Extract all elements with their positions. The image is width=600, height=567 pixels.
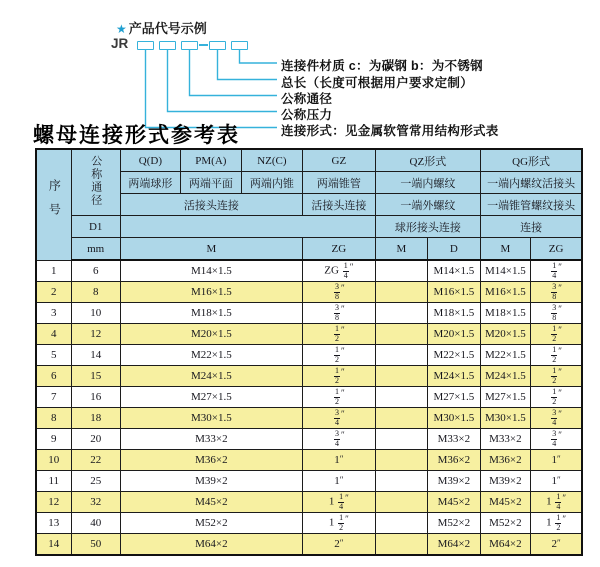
qg-m-cell: M52×2: [480, 513, 530, 534]
dn-cell: 14: [71, 345, 120, 366]
dn-cell: 32: [71, 492, 120, 513]
dn-cell: 10: [71, 303, 120, 324]
qg-m-cell: M18×1.5: [480, 303, 530, 324]
qz-d-cell: M52×2: [427, 513, 480, 534]
diagram-heading: [116, 18, 207, 37]
seq-cell: 10: [36, 450, 71, 471]
qz-d-cell: M22×1.5: [427, 345, 480, 366]
table-row: [36, 260, 582, 282]
seq-cell: 13: [36, 513, 71, 534]
table-title: 螺母连接形式参考表: [33, 122, 240, 147]
m-cell: M20×1.5: [120, 324, 302, 345]
dn-cell: 6: [71, 260, 120, 282]
qz-m-cell: [375, 324, 427, 345]
qg-zg-cell: 1″: [530, 450, 582, 471]
qz-m-cell: [375, 387, 427, 408]
header-qz-row4: 球形接头连接: [375, 216, 480, 238]
qg-zg-cell: $\frac{1}{4}$ ″: [530, 260, 582, 282]
gz-zg-cell: 1 $\frac{1}{2}$ ″: [302, 513, 375, 534]
header-ends-gz: 两端锥管: [302, 172, 375, 194]
qg-m-cell: M39×2: [480, 471, 530, 492]
m-cell: M39×2: [120, 471, 302, 492]
qz-m-cell: [375, 282, 427, 303]
table-row: [36, 366, 582, 387]
qz-d-cell: M30×1.5: [427, 408, 480, 429]
seq-cell: 12: [36, 492, 71, 513]
qz-m-cell: [375, 534, 427, 556]
gz-zg-cell: 1 $\frac{1}{4}$ ″: [302, 492, 375, 513]
table-row: [36, 345, 582, 366]
qz-m-cell: [375, 429, 427, 450]
qg-m-cell: M24×1.5: [480, 366, 530, 387]
dn-cell: 22: [71, 450, 120, 471]
header-seq: [36, 149, 71, 260]
header-dn-label: 公称通径: [89, 155, 102, 207]
qg-m-cell: M30×1.5: [480, 408, 530, 429]
seq-cell: 3: [36, 303, 71, 324]
callout-diameter: 公称通径: [281, 92, 333, 106]
seq-cell: 9: [36, 429, 71, 450]
qg-zg-cell: $\frac{1}{2}$ ″: [530, 345, 582, 366]
table-row: [36, 303, 582, 324]
gz-zg-cell: $\frac{3}{8}$ ″: [302, 282, 375, 303]
seq-cell: 8: [36, 408, 71, 429]
header-d1: D1: [71, 216, 120, 238]
header-qz-row2: 一端内螺纹: [375, 172, 480, 194]
seq-cell: 11: [36, 471, 71, 492]
qz-d-cell: M33×2: [427, 429, 480, 450]
qz-d-cell: M24×1.5: [427, 366, 480, 387]
code-box-1: [137, 41, 154, 50]
m-cell: M18×1.5: [120, 303, 302, 324]
qg-zg-cell: $\frac{3}{4}$ ″: [530, 429, 582, 450]
qg-m-cell: M27×1.5: [480, 387, 530, 408]
star-icon: ★: [116, 22, 127, 36]
table-row: [36, 408, 582, 429]
code-box-2: [159, 41, 176, 50]
header-code-q: Q(D): [120, 149, 180, 172]
qz-m-cell: [375, 513, 427, 534]
gz-zg-cell: 2″: [302, 534, 375, 556]
qz-d-cell: M20×1.5: [427, 324, 480, 345]
qg-m-cell: M16×1.5: [480, 282, 530, 303]
dn-cell: 25: [71, 471, 120, 492]
header-gz-conn: 活接头连接: [302, 194, 375, 216]
dn-cell: 16: [71, 387, 120, 408]
header-union-conn: 活接头连接: [120, 194, 302, 216]
gz-zg-cell: $\frac{3}{8}$ ″: [302, 303, 375, 324]
m-cell: M45×2: [120, 492, 302, 513]
header-qg-form: QG形式: [480, 149, 582, 172]
gz-zg-cell: $\frac{3}{4}$ ″: [302, 408, 375, 429]
m-cell: M27×1.5: [120, 387, 302, 408]
header-d1-spacer: [120, 216, 375, 238]
header-qg-row3: 一端锥管螺纹接头: [480, 194, 582, 216]
qg-zg-cell: 1 $\frac{1}{2}$ ″: [530, 513, 582, 534]
table-row: [36, 492, 582, 513]
qg-zg-cell: $\frac{1}{2}$ ″: [530, 366, 582, 387]
callout-length: 总长（长度可根据用户要求定制）: [281, 75, 474, 90]
callout-conn-form: 连接形式：见金属软管常用结构形式表: [281, 124, 499, 138]
diagram-heading-text: 产品代号示例: [128, 21, 207, 36]
m-cell: M16×1.5: [120, 282, 302, 303]
m-cell: M36×2: [120, 450, 302, 471]
table-body: [36, 260, 582, 555]
qz-d-cell: M64×2: [427, 534, 480, 556]
seq-cell: 6: [36, 366, 71, 387]
table-row: [36, 534, 582, 556]
m-cell: M30×1.5: [120, 408, 302, 429]
qz-m-cell: [375, 366, 427, 387]
dn-cell: 40: [71, 513, 120, 534]
code-box-3: [181, 41, 198, 50]
qz-d-cell: M16×1.5: [427, 282, 480, 303]
qg-m-cell: M36×2: [480, 450, 530, 471]
qg-m-cell: M64×2: [480, 534, 530, 556]
table-row: [36, 387, 582, 408]
seq-cell: 2: [36, 282, 71, 303]
dn-cell: 18: [71, 408, 120, 429]
header-qg-row2: 一端内螺纹活接头: [480, 172, 582, 194]
qz-d-cell: M45×2: [427, 492, 480, 513]
header-ends-pm: 两端平面: [180, 172, 241, 194]
m-cell: M14×1.5: [120, 260, 302, 282]
seq-cell: 5: [36, 345, 71, 366]
gz-zg-cell: $\frac{3}{4}$ ″: [302, 429, 375, 450]
m-cell: M33×2: [120, 429, 302, 450]
header-qz-row3: 一端外螺纹: [375, 194, 480, 216]
seq-cell: 4: [36, 324, 71, 345]
header-mm: mm: [71, 238, 120, 261]
header-dn: [71, 149, 120, 216]
table-row: [36, 450, 582, 471]
qz-m-cell: [375, 471, 427, 492]
table-row: [36, 324, 582, 345]
dn-cell: 12: [71, 324, 120, 345]
seq-cell: 14: [36, 534, 71, 556]
qg-m-cell: M20×1.5: [480, 324, 530, 345]
header-seq-label: 序号: [47, 179, 62, 228]
qg-zg-cell: $\frac{3}{8}$ ″: [530, 282, 582, 303]
m-cell: M52×2: [120, 513, 302, 534]
code-box-4: [209, 41, 226, 50]
header-qg-zg: ZG: [530, 238, 582, 261]
qg-m-cell: M14×1.5: [480, 260, 530, 282]
qg-zg-cell: 2″: [530, 534, 582, 556]
nut-connection-table: [35, 148, 583, 556]
qg-m-cell: M33×2: [480, 429, 530, 450]
m-cell: M64×2: [120, 534, 302, 556]
code-separator-dash: [199, 44, 208, 46]
qz-d-cell: M27×1.5: [427, 387, 480, 408]
qg-zg-cell: $\frac{3}{8}$ ″: [530, 303, 582, 324]
gz-zg-cell: $\frac{1}{2}$ ″: [302, 387, 375, 408]
table-row: [36, 429, 582, 450]
dn-cell: 8: [71, 282, 120, 303]
qg-zg-cell: $\frac{3}{4}$ ″: [530, 408, 582, 429]
qg-zg-cell: 1 $\frac{1}{4}$ ″: [530, 492, 582, 513]
header-row-units: [36, 238, 582, 261]
header-code-nz: NZ(C): [241, 149, 302, 172]
qg-m-cell: M45×2: [480, 492, 530, 513]
header-code-gz: GZ: [302, 149, 375, 172]
qg-m-cell: M22×1.5: [480, 345, 530, 366]
dn-cell: 20: [71, 429, 120, 450]
code-box-5: [231, 41, 248, 50]
header-ends-q: 两端球形: [120, 172, 180, 194]
header-row-codes: [36, 149, 582, 172]
gz-zg-cell: 1″: [302, 471, 375, 492]
qz-m-cell: [375, 492, 427, 513]
qg-zg-cell: 1″: [530, 471, 582, 492]
table-row: [36, 471, 582, 492]
header-qz-form: QZ形式: [375, 149, 480, 172]
callout-pressure: 公称压力: [281, 108, 333, 122]
code-prefix: JR: [111, 36, 129, 51]
qz-m-cell: [375, 303, 427, 324]
m-cell: M22×1.5: [120, 345, 302, 366]
dn-cell: 50: [71, 534, 120, 556]
qg-zg-cell: $\frac{1}{2}$ ″: [530, 387, 582, 408]
seq-cell: 7: [36, 387, 71, 408]
gz-zg-cell: $\frac{1}{2}$ ″: [302, 324, 375, 345]
table-row: [36, 282, 582, 303]
qz-d-cell: M39×2: [427, 471, 480, 492]
header-qg-m: M: [480, 238, 530, 261]
gz-zg-cell: $\frac{1}{2}$ ″: [302, 366, 375, 387]
header-qg-row4: 连接: [480, 216, 582, 238]
gz-zg-cell: ZG $\frac{1}{4}$ ″: [302, 260, 375, 282]
header-ends-nz: 两端内锥: [241, 172, 302, 194]
seq-cell: 1: [36, 260, 71, 282]
m-cell: M24×1.5: [120, 366, 302, 387]
qz-m-cell: [375, 260, 427, 282]
qg-zg-cell: $\frac{1}{2}$ ″: [530, 324, 582, 345]
qz-m-cell: [375, 408, 427, 429]
qz-m-cell: [375, 450, 427, 471]
header-code-pm: PM(A): [180, 149, 241, 172]
callout-material: 连接件材质 c：为碳钢 b：为不锈钢: [281, 59, 483, 73]
qz-d-cell: M18×1.5: [427, 303, 480, 324]
gz-zg-cell: 1″: [302, 450, 375, 471]
header-zg-gz: ZG: [302, 238, 375, 261]
header-qz-m: M: [375, 238, 427, 261]
header-m-span: M: [120, 238, 302, 261]
table-row: [36, 513, 582, 534]
header-row-d1: [36, 216, 582, 238]
qz-d-cell: M36×2: [427, 450, 480, 471]
qz-m-cell: [375, 345, 427, 366]
gz-zg-cell: $\frac{1}{2}$ ″: [302, 345, 375, 366]
qz-d-cell: M14×1.5: [427, 260, 480, 282]
header-qz-d: D: [427, 238, 480, 261]
dn-cell: 15: [71, 366, 120, 387]
